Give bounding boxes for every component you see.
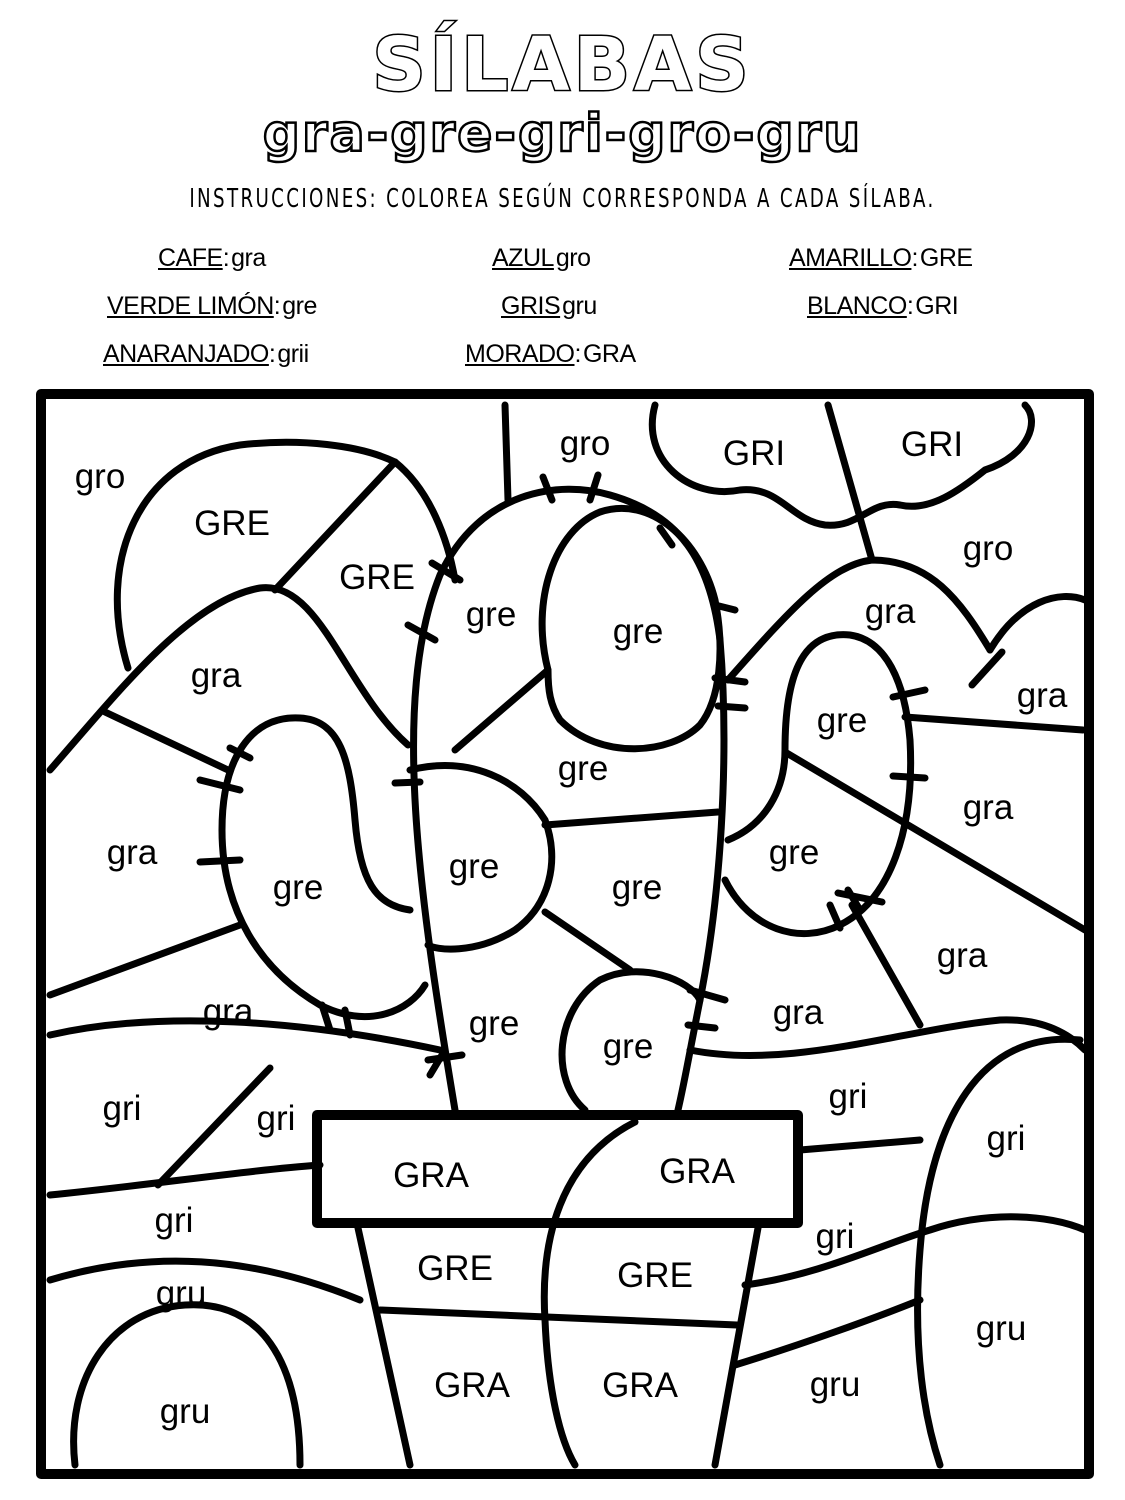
legend-item: AMARILLO:GRE <box>789 244 973 272</box>
legend-item: ANARANJADO:grii <box>103 340 309 368</box>
legend-item: CAFE:gra <box>158 244 266 272</box>
region-label: gre <box>768 833 820 872</box>
legend-item: MORADO:GRA <box>465 340 636 368</box>
region-label: gri <box>154 1201 194 1240</box>
region-label: gra <box>936 936 988 975</box>
region-label: gre <box>465 595 517 634</box>
region-label: GRI <box>722 434 786 473</box>
region-label: gri <box>828 1077 868 1116</box>
legend-item: VERDE LIMÓN:gre <box>107 292 317 320</box>
region-label: gra <box>864 592 916 631</box>
region-label: gru <box>159 1392 211 1431</box>
region-label: GRA <box>393 1156 469 1195</box>
legend-item: BLANCO:GRI <box>807 292 959 320</box>
legend-item: AZULgro <box>492 244 591 272</box>
region-label: gri <box>986 1119 1026 1158</box>
region-label: gru <box>809 1365 861 1404</box>
region-label: gru <box>155 1274 207 1313</box>
region-label: gro <box>559 424 611 463</box>
region-label: GRE <box>617 1256 693 1295</box>
region-label: gre <box>816 701 868 740</box>
region-label: gre <box>602 1027 654 1066</box>
region-label: gre <box>612 612 664 651</box>
region-label: gra <box>190 656 242 695</box>
region-label: gra <box>772 993 824 1032</box>
region-label: gre <box>557 749 609 788</box>
legend-item: GRISgru <box>501 292 597 320</box>
region-label: gro <box>962 529 1014 568</box>
region-label: gri <box>256 1099 296 1138</box>
region-label: gra <box>1016 676 1068 715</box>
region-label: gre <box>448 847 500 886</box>
instructions-text: INSTRUCCIONES: COLOREA SEGÚN CORRESPONDA A CADA SÍLABA. <box>189 184 936 214</box>
region-label: GRE <box>339 558 415 597</box>
region-label: gro <box>74 457 126 496</box>
region-label: gre <box>611 868 663 907</box>
region-label: GRE <box>417 1249 493 1288</box>
region-label: gra <box>202 992 254 1031</box>
region-label: GRA <box>602 1366 678 1405</box>
region-label: GRE <box>194 504 270 543</box>
syllables-subtitle: gra-gre-gri-gro-gru <box>262 104 863 164</box>
region-label: gri <box>815 1217 855 1256</box>
region-label: GRA <box>434 1366 510 1405</box>
region-label: gra <box>106 833 158 872</box>
region-label: gre <box>468 1004 520 1043</box>
region-label: GRA <box>659 1152 735 1191</box>
region-label: gri <box>102 1089 142 1128</box>
worksheet-title: SÍLABAS <box>372 22 753 108</box>
region-label: gra <box>962 788 1014 827</box>
region-label: gru <box>975 1309 1027 1348</box>
region-label: GRI <box>900 425 964 464</box>
region-label: gre <box>272 868 324 907</box>
